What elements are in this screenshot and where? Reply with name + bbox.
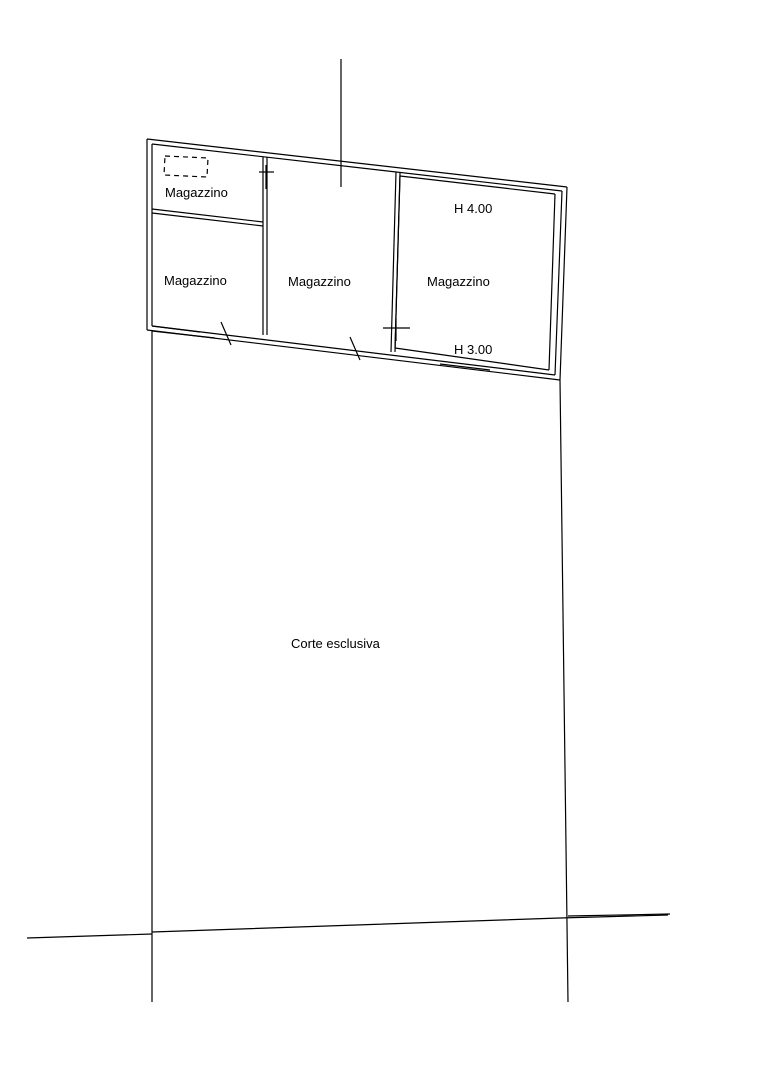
dashed-opening: [164, 156, 208, 177]
right-room-top: [400, 176, 555, 194]
building-bottom-wall-inner: [152, 326, 555, 375]
building-top-wall: [147, 139, 567, 187]
right-room-right: [549, 194, 555, 370]
room-label-magazzino-4: Magazzino: [427, 274, 490, 289]
height-label-h-300: H 3.00: [454, 342, 493, 357]
courtyard-right-edge: [560, 380, 568, 1002]
boundary-line-bottom: [152, 915, 668, 932]
room-label-magazzino-1: Magazzino: [165, 185, 228, 200]
opening-mark-3: [350, 337, 360, 360]
room-label-corte-esclusiva: Corte esclusiva: [291, 636, 380, 651]
height-label-h-400: H 4.00: [454, 201, 493, 216]
opening-mark-2: [221, 322, 231, 345]
room-label-magazzino-2: Magazzino: [164, 273, 227, 288]
building-top-wall-inner: [152, 144, 562, 191]
boundary-line-left: [27, 934, 152, 938]
door-swing-marks: [221, 165, 410, 360]
room-label-magazzino-3: Magazzino: [288, 274, 351, 289]
